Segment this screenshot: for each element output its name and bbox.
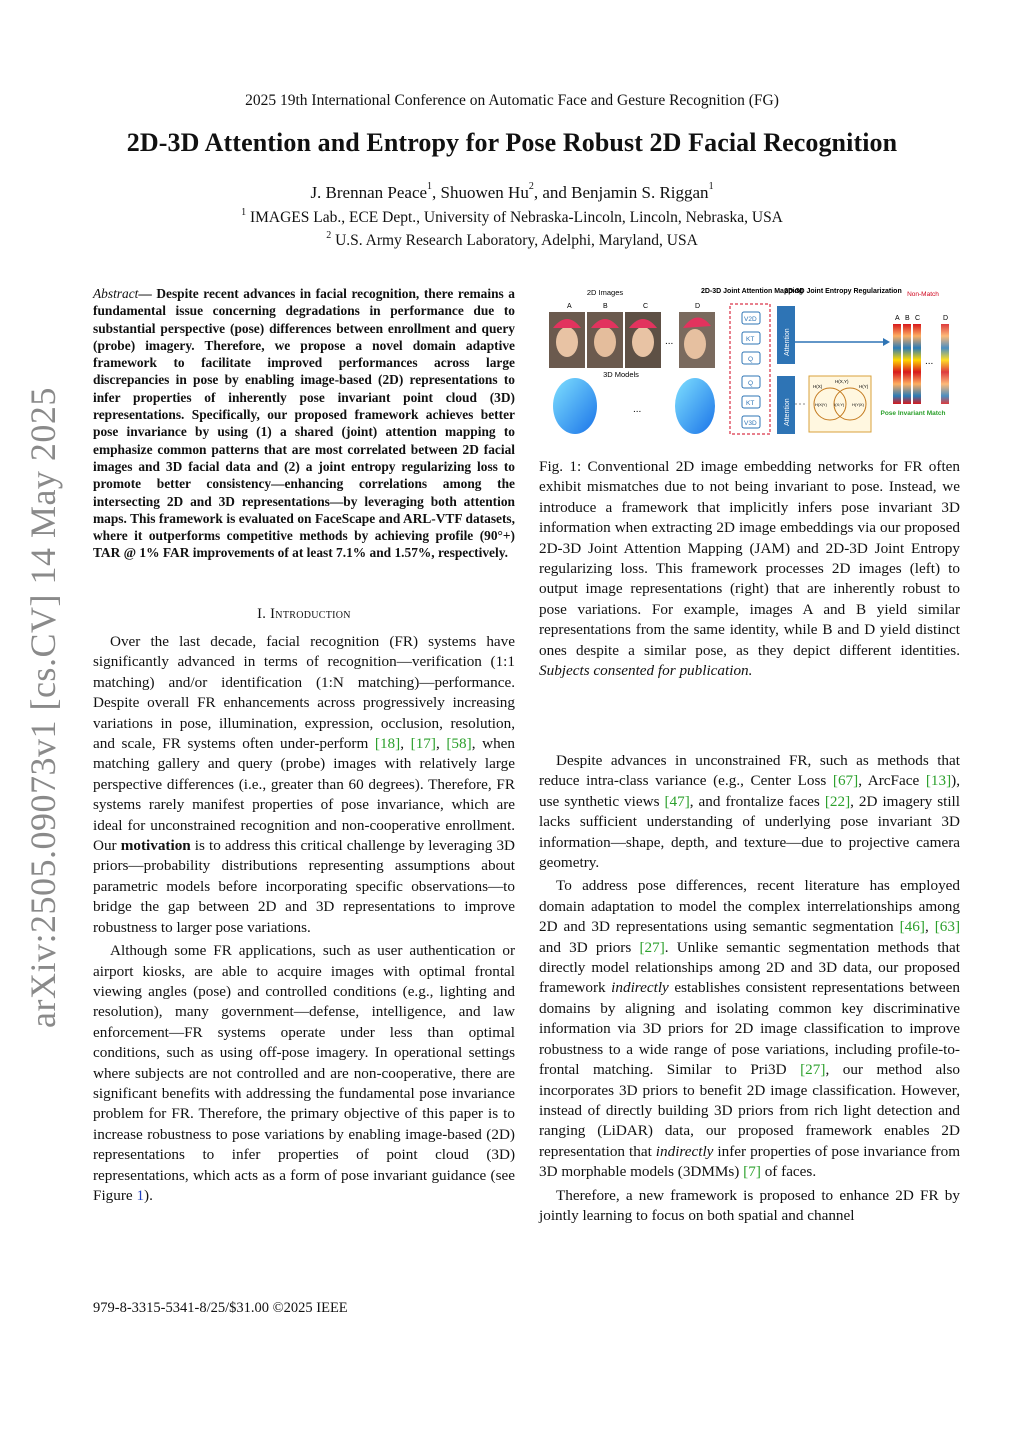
citation-link[interactable]: [27] bbox=[800, 1061, 826, 1079]
abstract-text: — Despite recent advances in facial recognition, there remains a fundamental issue concerning degradations in performance due to substantial perspective (pose) differences between enrollment and query (probe) imagery. Therefore, we propose a novel domain adaptive framework to facilitate improved performances across large discrepancies in pose by enabling image-based (2D) representations to infer properties of inherently pose invariant point cloud (3D) representations. Specifically, our proposed framework achieves better pose invariance by using (1) a shared (joint) attention mapping to emphasize common patterns that are most correlated between 2D facial images and 3D facial data and (2) a joint entropy regularizing loss to promote better consistency—enhancing correlations among the intersecting 2D and 3D representations—by leveraging both attention maps. This framework is evaluated on FaceScape and ARL-VTF datasets, where it outperforms competitive methods by achieving profile (90°+) TAR @ 1% FAR improvements of at least 7.1% and 1.57%, respectively. bbox=[93, 286, 515, 561]
ellipsis-models: ... bbox=[633, 404, 642, 415]
figure-link[interactable]: 1 bbox=[136, 1186, 145, 1204]
label-pose-invariant: Pose Invariant Match bbox=[880, 410, 946, 417]
v2d-label: V2D bbox=[744, 316, 757, 323]
head-model-icon bbox=[553, 378, 597, 434]
letter-a: A bbox=[567, 303, 572, 310]
q-label: Q bbox=[748, 380, 754, 387]
citation-link[interactable]: [67] bbox=[832, 772, 859, 790]
label-non-match: Non-Match bbox=[907, 291, 939, 298]
embedding-c bbox=[913, 324, 921, 404]
intro-paragraph-2: Although some FR applications, such as user authentication or airport kiosks, are able to acquire images with optimal frontal viewing angles (pose) and controlled conditions (e.g., lighting and resolution), many government—defense, intelligence, and law enforcement—FR systems operate under less than optimal conditions, such as using off-pose imagery. In operational settings where subjects are not controlled and are non-cooperative, there are significant benefits with addressing the fundamental pose invariance problem for FR. Therefore, the primary objective of this paper is to increase robustness to pose variations by enabling image-based (2D) representations to infer properties of point cloud (3D) representations, which acts as a form of pose invariant guidance (see Figure 1). bbox=[93, 942, 515, 1204]
venn-hygx: H(Y|X) bbox=[852, 402, 864, 407]
citation-link[interactable]: [17] bbox=[410, 735, 436, 753]
venn-hxgy: H(X|Y) bbox=[815, 402, 827, 407]
face-photo-c bbox=[625, 312, 661, 368]
section-heading-introduction bbox=[93, 606, 515, 623]
label-3d-models: 3D Models bbox=[603, 370, 639, 379]
figure-1 bbox=[545, 284, 959, 442]
q-label: Q bbox=[748, 356, 754, 363]
affiliation-2-mark: 2 bbox=[326, 230, 332, 241]
label-2d-images: 2D Images bbox=[586, 288, 624, 297]
figure-1-caption: Fig. 1: Conventional 2D image embedding networks for FR often exhibit mismatches due to not being invariant to pose. Instead, we introduce a framework that implicitly infers pose invariant 3D information when extracting 2D image embeddings via our proposed 2D-3D Joint Attention Mapping (JAM) and 2D-3D Joint Entropy regularizing loss. This framework processes 2D images (left) to output image representations (right) that are inherently robust to pose variations. For example, images A and B yield similar representations from the same identity, while B and D yield distinct ones despite a similar pose, as they depict different identities. Subjects consented for publication. bbox=[539, 458, 960, 680]
author-list: J. Brennan Peace$^1$, Shuowen Hu$^2$, and Benjamin S. Riggan$^1$ bbox=[310, 181, 714, 202]
right-paragraph-1: Despite advances in unconstrained FR, such as methods that reduce intra-class variance (e.g., Center Loss [67], ArcFace [13]), use synthetic views [47], and frontalize faces [22], 2D imagery still lacks sufficient understanding of underlying pose invariant 3D information—shape, depth, and texture—due to projective camera geometry. bbox=[539, 752, 960, 872]
embed-letter-a: A bbox=[895, 315, 900, 322]
author-3: and Benjamin S. Riggan bbox=[542, 183, 709, 202]
venn-ixy: I(X;Y) bbox=[834, 402, 845, 407]
author-1-mark: 1 bbox=[427, 181, 433, 192]
letter-b: B bbox=[603, 303, 608, 310]
citation-link[interactable]: [18] bbox=[374, 735, 401, 753]
abstract bbox=[93, 285, 515, 562]
conference-header: 2025 19th International Conference on Automatic Face and Gesture Recognition (FG) bbox=[245, 92, 779, 109]
attention-label-3d: Attention bbox=[784, 398, 791, 426]
copyright-footer: 979-8-3315-5341-8/25/$31.00 ©2025 IEEE bbox=[93, 1300, 348, 1316]
ellipsis-images: ... bbox=[665, 336, 674, 347]
author-3-mark: 1 bbox=[708, 181, 714, 192]
label-entropy-title: 2D-3D Joint Entropy Regularization bbox=[784, 288, 902, 295]
embed-letter-c: C bbox=[915, 315, 921, 322]
venn-hx: H(X) bbox=[813, 384, 823, 389]
citation-link[interactable]: [58] bbox=[446, 735, 472, 753]
affiliation-2-text: U.S. Army Research Laboratory, Adelphi, Maryland, USA bbox=[335, 232, 698, 249]
author-2: Shuowen Hu bbox=[440, 183, 529, 202]
embedding-b bbox=[903, 324, 911, 404]
head-model-icon bbox=[675, 378, 715, 434]
section-number: I. bbox=[257, 606, 267, 622]
right-column-body bbox=[539, 751, 960, 1226]
author-1: J. Brennan Peace bbox=[310, 183, 428, 202]
motivation-keyword: motivation bbox=[120, 837, 191, 855]
caption-consent: Subjects consented for publication. bbox=[539, 662, 753, 680]
venn-hy: H(Y) bbox=[859, 384, 869, 389]
embedding-d bbox=[941, 324, 949, 404]
affiliation-1 bbox=[0, 209, 1024, 227]
v3d-label: V3D bbox=[744, 420, 757, 427]
citation-link[interactable]: [46] bbox=[899, 918, 925, 936]
citation-link[interactable]: [22] bbox=[824, 792, 851, 810]
abstract-label: Abstract bbox=[93, 286, 139, 301]
embed-letter-d: D bbox=[943, 315, 949, 322]
embedding-a bbox=[893, 324, 901, 404]
citation-link[interactable]: [63] bbox=[934, 918, 961, 936]
label-jam-title: 2D-3D Joint Attention Mapping bbox=[700, 288, 804, 295]
arrow-head-icon bbox=[883, 338, 890, 346]
affiliation-1-mark: 1 bbox=[241, 207, 247, 218]
affiliation-2 bbox=[0, 232, 1024, 250]
face-photo-a bbox=[549, 312, 585, 368]
arxiv-stamp: arXiv:2505.09073v1 [cs.CV] 14 May 2025 bbox=[23, 387, 63, 1028]
kt-label: KT bbox=[746, 336, 755, 343]
paper-title: 2D-3D Attention and Entropy for Pose Robust 2D Facial Recognition bbox=[126, 128, 898, 157]
citation-link[interactable]: [47] bbox=[664, 792, 690, 810]
right-paragraph-2: To address pose differences, recent literature has employed domain adaptation to model the complex interrelationships among 2D and 3D representations using semantic segmentation [46], [63] and 3D priors [27]. Unlike semantic segmentation methods that directly model relationships among 2D and 3D data, our proposed framework indirectly establishes consistent representations between domains by aligning and isolating common key discriminative information via 3D priors for 2D image classification to improve robustness to a wide range of pose variations, including profile-to-frontal matching. Similar to Pri3D [27], our method also incorporates 3D priors to benefit 2D image classification. However, instead of directly building 3D priors from rich light detection and ranging (LiDAR) data, our proposed framework enables 2D representation that indirectly infer properties of pose invariance from 3D morphable models (3DMMs) [7] of faces. bbox=[539, 877, 961, 1181]
venn-hxy: H(X,Y) bbox=[835, 379, 849, 384]
letter-c: C bbox=[643, 303, 649, 310]
author-2-mark: 2 bbox=[528, 181, 534, 192]
right-paragraph-3: Therefore, a new framework is proposed to enhance 2D FR by jointly learning to focus on both spatial and channel bbox=[539, 1186, 960, 1224]
affiliation-1-text: IMAGES Lab., ECE Dept., University of Nebraska-Lincoln, Lincoln, Nebraska, USA bbox=[249, 209, 783, 226]
intro-paragraph-1: Over the last decade, facial recognition (FR) systems have significantly advanced in terms of recognition—verification (1:1 matching) and/or identification (1:N matching)—performance. Despite overall FR enhancements across progressively increasing variations in pose, illumination, expression, occlusion, resolution, and scale, FR systems often under-perform [18], [17], [58], when matching gallery and query (probe) images with relatively large perspective differences (i.e., greater than 60 degrees). Therefore, FR systems rarely manifest properties of pose invariance, which are ideal for unconstrained recognition and non-cooperative enrollment. Our motivation is to address this critical challenge by leveraging 3D priors—probability distributions representing assumptions about parametric models before incorporating specific observations—to bridge the gap between 2D and 3D representations to improve robustness to larger pose variations. bbox=[93, 633, 516, 936]
attention-label-2d: Attention bbox=[784, 328, 791, 356]
intro-body bbox=[93, 632, 515, 1206]
face-photo-b bbox=[587, 312, 623, 368]
embed-letter-b: B bbox=[905, 315, 910, 322]
citation-link[interactable]: [13] bbox=[925, 772, 952, 790]
ellipsis-embeddings: ... bbox=[925, 356, 934, 367]
kt-label: KT bbox=[746, 400, 755, 407]
letter-d: D bbox=[695, 303, 701, 310]
face-photo-d bbox=[679, 312, 715, 368]
section-title: Introduction bbox=[270, 606, 351, 622]
citation-link[interactable]: [27] bbox=[639, 938, 665, 956]
citation-link[interactable]: [7] bbox=[743, 1163, 761, 1181]
